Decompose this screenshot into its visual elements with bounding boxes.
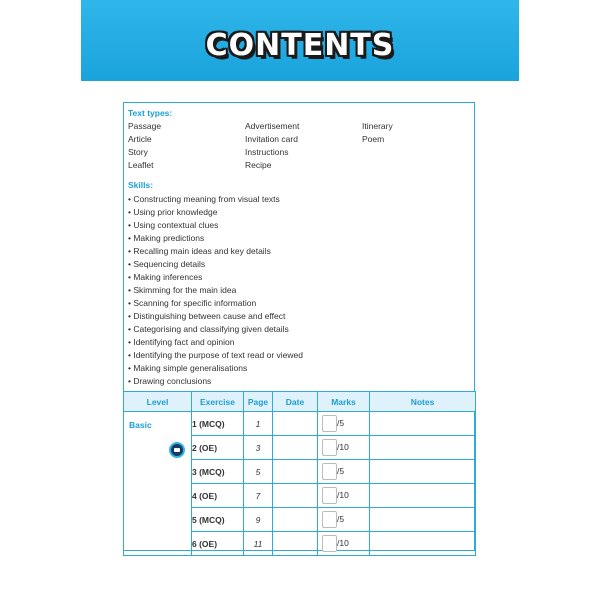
exercise-cell: 2 (OE): [192, 436, 244, 460]
date-cell[interactable]: [273, 412, 318, 436]
notes-cell[interactable]: [370, 532, 476, 556]
marks-cell: [318, 460, 370, 484]
page-cell: 9: [244, 508, 273, 532]
marks-input[interactable]: [322, 415, 337, 432]
title-banner: [81, 0, 519, 81]
marks-input[interactable]: [322, 439, 337, 456]
exercise-cell: 3 (MCQ): [192, 460, 244, 484]
column-header-level: Level: [124, 392, 192, 412]
text-type-item: Poem: [362, 134, 385, 144]
column-header-notes: Notes: [370, 392, 476, 412]
notes-cell[interactable]: [370, 412, 476, 436]
notes-cell[interactable]: [370, 436, 476, 460]
marks-cell: [318, 484, 370, 508]
text-type-item: Leaflet: [128, 160, 154, 170]
text-type-item: Itinerary: [362, 121, 393, 131]
skill-item: • Making inferences: [128, 272, 203, 282]
date-cell[interactable]: [273, 460, 318, 484]
text-type-item: Advertisement: [245, 121, 300, 131]
date-cell[interactable]: [273, 508, 318, 532]
marks-total: /10: [337, 442, 349, 452]
text-types-heading: Text types:: [128, 108, 173, 118]
column-header-page: Page: [244, 392, 273, 412]
badge-icon: [169, 442, 185, 458]
page-cell: 1: [244, 412, 273, 436]
skill-item: • Sequencing details: [128, 259, 206, 269]
date-cell[interactable]: [273, 532, 318, 556]
page-cell: 7: [244, 484, 273, 508]
skill-item: • Distinguishing between cause and effect: [128, 311, 286, 321]
level-label: Basic: [129, 420, 152, 430]
marks-input[interactable]: [322, 487, 337, 504]
text-type-item: Recipe: [245, 160, 272, 170]
page-cell: 3: [244, 436, 273, 460]
exercise-cell: 4 (OE): [192, 484, 244, 508]
skill-item: • Making simple generalisations: [128, 363, 248, 373]
skill-item: • Drawing conclusions: [128, 376, 212, 386]
notes-cell[interactable]: [370, 484, 476, 508]
marks-input[interactable]: [322, 463, 337, 480]
skill-item: • Skimming for the main idea: [128, 285, 237, 295]
marks-total: /5: [337, 514, 345, 524]
text-type-item: Article: [128, 134, 152, 144]
skill-item: • Scanning for specific information: [128, 298, 257, 308]
marks-total: /10: [337, 490, 349, 500]
exercise-cell: 6 (OE): [192, 532, 244, 556]
marks-input[interactable]: [322, 511, 337, 528]
text-type-item: Passage: [128, 121, 162, 131]
text-type-item: Invitation card: [245, 134, 298, 144]
skill-item: • Recalling main ideas and key details: [128, 246, 271, 256]
skill-item: • Identifying the purpose of text read or viewed: [128, 350, 303, 360]
skill-item: • Using prior knowledge: [128, 207, 218, 217]
column-header-exercise: Exercise: [192, 392, 244, 412]
marks-cell: [318, 412, 370, 436]
marks-input[interactable]: [322, 535, 337, 552]
marks-cell: [318, 508, 370, 532]
page-title: CONTENTS: [205, 28, 395, 63]
column-header-marks: Marks: [318, 392, 370, 412]
skill-item: • Identifying fact and opinion: [128, 337, 235, 347]
marks-cell: [318, 532, 370, 556]
exercise-cell: 1 (MCQ): [192, 412, 244, 436]
marks-cell: [318, 436, 370, 460]
marks-total: /5: [337, 466, 345, 476]
skill-item: • Making predictions: [128, 233, 205, 243]
table-row: [124, 412, 476, 436]
skills-heading: Skills:: [128, 180, 154, 190]
marks-total: /10: [337, 538, 349, 548]
marks-total: /5: [337, 418, 345, 428]
date-cell[interactable]: [273, 484, 318, 508]
page-cell: 11: [244, 532, 273, 556]
level-cell: [124, 412, 192, 556]
text-type-item: Instructions: [245, 147, 289, 157]
progress-table: [123, 391, 476, 556]
date-cell[interactable]: [273, 436, 318, 460]
notes-cell[interactable]: [370, 508, 476, 532]
exercise-cell: 5 (MCQ): [192, 508, 244, 532]
text-type-item: Story: [128, 147, 148, 157]
page-cell: 5: [244, 460, 273, 484]
skill-item: • Constructing meaning from visual texts: [128, 194, 280, 204]
notes-cell[interactable]: [370, 460, 476, 484]
column-header-date: Date: [273, 392, 318, 412]
skills-list: [128, 193, 303, 388]
skill-item: • Using contextual clues: [128, 220, 219, 230]
skill-item: • Categorising and classifying given details: [128, 324, 289, 334]
table-header-row: [124, 392, 476, 412]
